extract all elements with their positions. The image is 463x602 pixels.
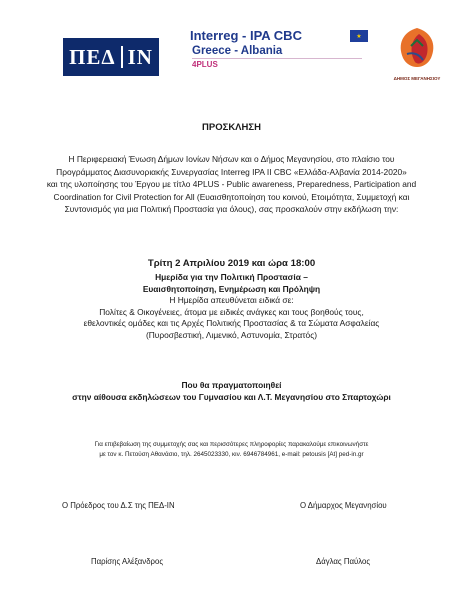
venue-line: Που θα πραγματοποιηθεί xyxy=(181,380,282,390)
interreg-logo xyxy=(190,28,370,78)
intro-line: και της υλοποίησης του Έργου με τίτλο 4PLUS - Public awareness, Preparedness, Participation and xyxy=(46,179,417,190)
interreg-project: 4PLUS xyxy=(192,60,218,69)
audience-line: Πολίτες & Οικογένειες, άτομα με ειδικές ανάγκες και τους βοηθούς τους, xyxy=(99,306,364,317)
ped-in-logo xyxy=(63,38,159,76)
eu-flag-icon: ★ xyxy=(350,30,368,42)
intro-line: Συντονισμός για μια Πολιτική Προστασία για όλους), σας προσκαλούν στην εκδήλωση την: xyxy=(64,204,399,215)
dimos-caption: ΔΗΜΟΣ ΜΕΓΑΝΗΣΙΟΥ xyxy=(393,76,441,81)
signature-right-role: Ο Δήμαρχος Μεγανησίου xyxy=(300,501,387,510)
ped-in-logo-left: ΠΕΔ xyxy=(69,44,116,69)
event-name-line: Ευαισθητοποίηση, Ενημέρωση και Πρόληψη xyxy=(142,283,321,294)
page-title: ΠΡΟΣΚΛΗΣΗ xyxy=(202,122,261,133)
contact-line: με τον κ. Πετούση Αθανάσιο, τηλ. 2645023330, κιν. 6946784961, e-mail: petousis [At] ped-in.gr xyxy=(99,451,364,458)
signature-left-name: Παρίσης Αλέξανδρος xyxy=(91,557,164,566)
signature-right-name: Δάγλας Παύλος xyxy=(316,557,371,566)
intro-line: Coordination for Civil Protection for All (Ευαισθητοποίηση του κοινού, Ετοιμότητα, Συμμετοχή και xyxy=(53,191,410,202)
ped-in-logo-right: IN xyxy=(127,44,153,69)
ped-in-logo-divider xyxy=(121,46,123,68)
contact-info xyxy=(0,440,463,460)
contact-line: Για επιβεβαίωση της συμμετοχής σας και περισσότερες πληροφορίες παρακαλούμε επικοινωνήστε xyxy=(94,441,369,448)
dimos-meganisiou-logo xyxy=(389,24,445,84)
event-venue xyxy=(0,380,463,403)
intro-paragraph xyxy=(24,153,439,216)
dimos-emblem-icon xyxy=(389,24,445,76)
audience-line: (Πυροσβεστική, Λιμενικό, Αστυνομία, Στρατός) xyxy=(145,329,318,340)
interreg-title: Interreg - IPA CBC xyxy=(190,28,302,43)
event-name-line: Ημερίδα για την Πολιτική Προστασία – xyxy=(155,272,308,282)
interreg-divider xyxy=(192,58,362,59)
audience-line: Η Ημερίδα απευθύνεται ειδικά σε: xyxy=(169,295,294,305)
event-details xyxy=(0,272,463,341)
event-datetime: Τρίτη 2 Απριλίου 2019 και ώρα 18:00 xyxy=(147,258,316,269)
venue-line: στην αίθουσα εκδηλώσεων του Γυμνασίου και Λ.Τ. Μεγανησίου στο Σπαρτοχώρι xyxy=(72,391,391,402)
intro-line: Προγράμματος Διασυνοριακής Συνεργασίας Interreg IPA II CBC «Ελλάδα-Αλβανία 2014-2020» xyxy=(56,166,407,177)
interreg-countries: Greece - Albania xyxy=(192,45,283,57)
audience-line: εθελοντικές ομάδες και τις Αρχές Πολιτικής Προστασίας & τα Σώματα Ασφαλείας xyxy=(83,318,380,328)
intro-line: Η Περιφερειακή Ένωση Δήμων Ιονίων Νήσων και ο Δήμος Μεγανησίου, στο πλαίσιο του xyxy=(68,154,395,164)
signature-left-role: Ο Πρόεδρος του Δ.Σ της ΠΕΔ-ΙΝ xyxy=(62,501,175,510)
